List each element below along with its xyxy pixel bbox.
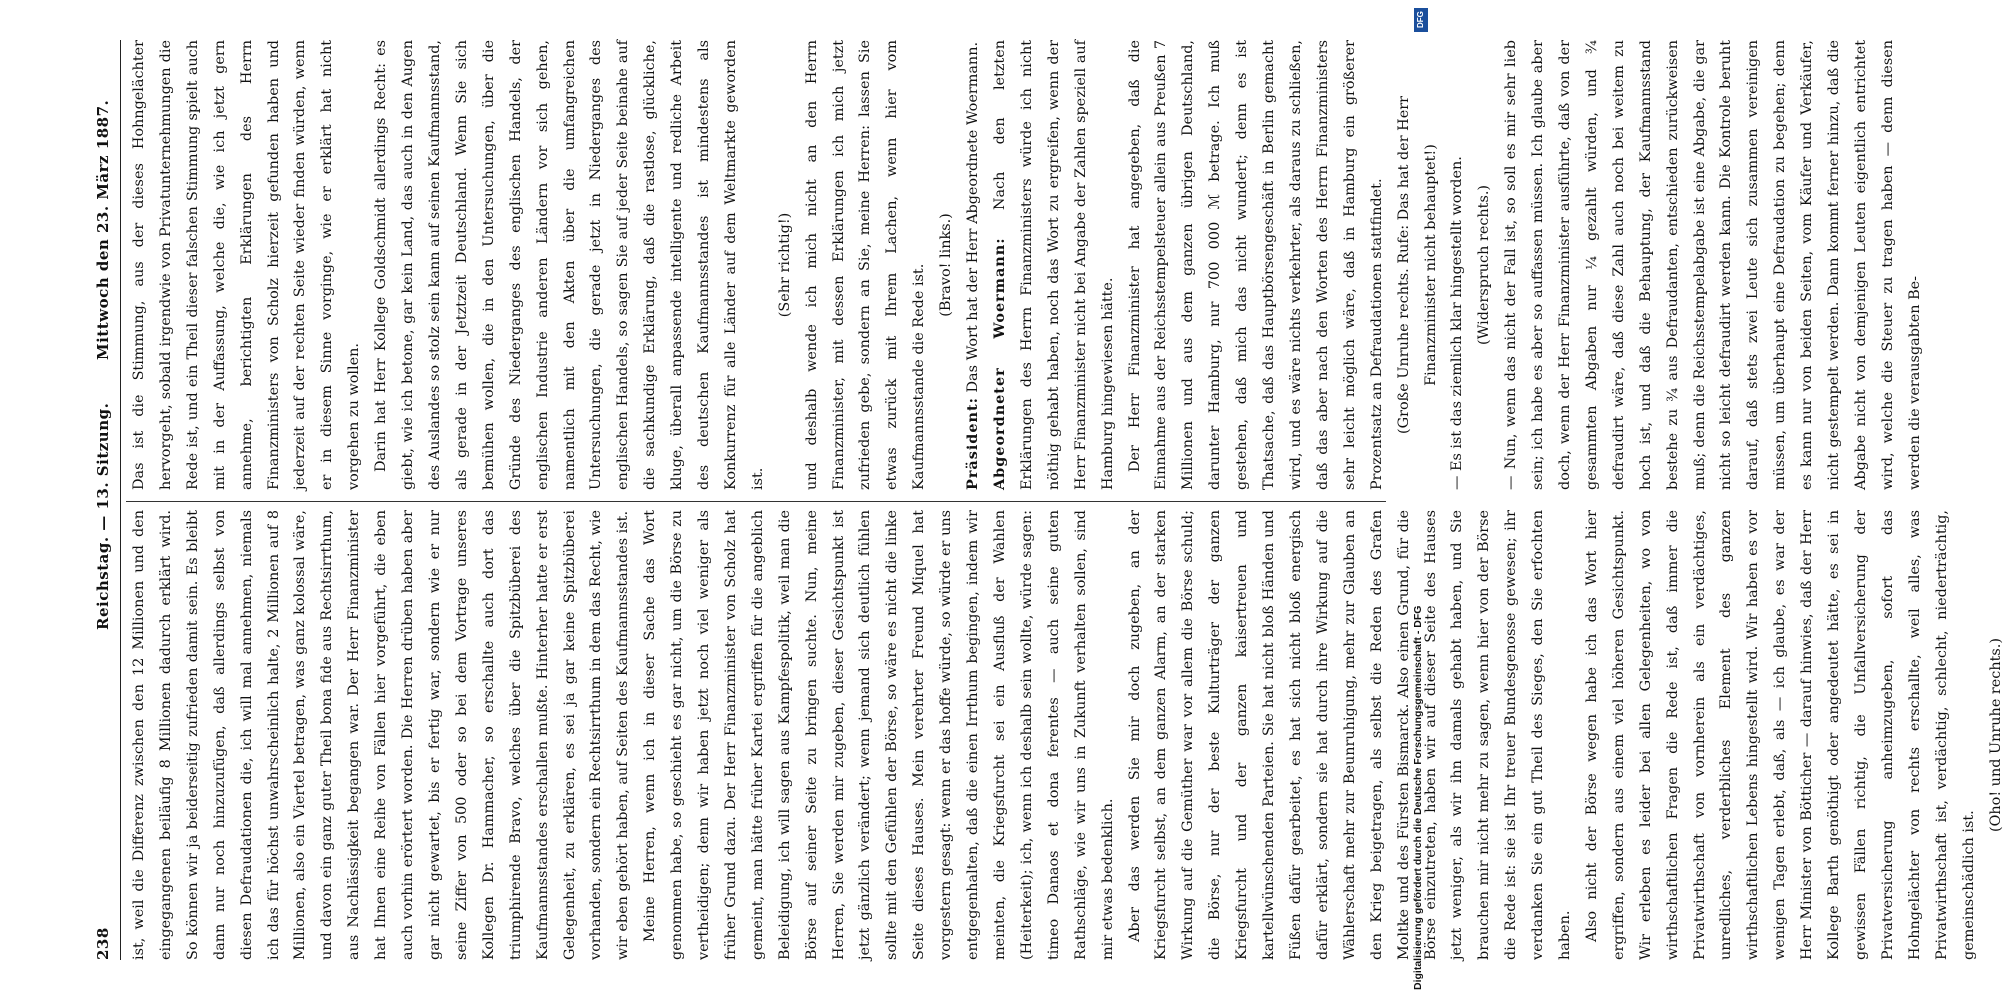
speaker-name: Präsident: [964, 397, 982, 490]
body-paragraph: und deshalb wende ich mich nicht an den Herrn Finanzminister, mit dessen Erklärungen ich mich jetzt zufrieden gebe, sondern an Sie, meine Herren: lassen Sie etwas zurück mit Ihrem Lachen, wenn hier vom Kaufmannsstande die Rede ist. [803, 40, 928, 490]
body-paragraph: Meine Herren, wenn ich in dieser Sache das Wort genommen habe, so geschieht es gar nicht, um die Börse zu vertheidigen; denn wir haben jetzt noch viel weniger als früher Grund dazu. Der Herr Finanzminister von Scholz hat gemeint, man hätte früher Kartei ergriffen für die angeblich Beleidigung, ich will sagen aus Kampfespolitik, weil man die Börse auf seiner Seite zu bringen suchte. Nun, meine Herren, Sie werden mir zugeben, dieser Gesichtspunkt ist jetzt gänzlich verändert; wenn jemand sich deutlich fühlen sollte mit den Gefühlen der Börse, so wäre es nicht die linke Seite dieses Hauses. Mein verehrter Freund Miquel hat vorgestern gesagt: wenn er das hoffe würde, so würde er uns entgegenhalten, daß die einen Irrthum begingen, indem wir meinten, die Kriegsfurcht sei ein Ausfluß der Wahlen (Heiterkeit); ich, wenn ich deshalb sein wollte, würde sagen: timeo Danaos et dona ferentes — auch seine guten Rathschläge, wie wir uns in Zukunft verhalten sollen, sind mir etwas bedenklich. [642, 510, 1116, 960]
speaker-name: Abgeordneter Woermann: [991, 237, 1008, 490]
stage-direction: (Widerspruch rechts.) [1476, 184, 1493, 346]
dfg-credit-line: Digitalisierung gefördert durch die Deutsche Forschungsgemeinschaft - DFG [1412, 605, 1424, 990]
body-paragraph: Also nicht der Börse wegen habe ich das Wort hier ergriffen, sondern aus einem viel höheren Gesichtspunkt. Wir erleben es leider bei allen Gelegenheiten, wo von wirthschaftlichen Fragen die Rede ist, daß immer die Privatwirthschaft von vornherein als ein verdächtiges, unredliches, verderbliches Element des ganzen wirthschaftlichen Lebens hingestellt wird. Wir haben es vor wenigen Tagen erlebt, daß, als — ich glaube, es war der Herr Minister von Bötticher — darauf hinwies, daß der Herr Kollege Barth genöthigt oder angedeutet hätte, es sei in gewissen Fällen richtig, die Unfallversicherung der Privatversicherung anheimzugeben, sofort das Hohngelächter von rechts erschallte, weil alles, was Privatwirthschaft ist, verdächtig, schlecht, niederträchtig, gemeinschädlich ist. [1583, 510, 1977, 960]
stage-direction: (Oho! und Unruhe rechts.) [1987, 638, 2004, 833]
header-rule [120, 40, 121, 960]
dfg-logo: DFG [1414, 8, 1428, 32]
body-paragraph: Der Herr Finanzminister hat angegeben, daß die Einnahme aus der Reichsstempelsteuer allein aus Preußen 7 Millionen und aus dem ganzen übrigen Deutschland, darunter Hamburg, nur 700 000 ℳ betrage. Ich muß gestehen, daß mich das nicht wundert; denn es ist Thatsache, daß das Hauptbörsengeschäft in Berlin gemacht wird, und es wäre nichts verkehrter, als daraus zu schließen, daß das aber nach den Worten des Herrn Finanzministers sehr leicht möglich wäre, daß in Hamburg ein größerer Prozentsatz an Defraudationen stattfindet. [1126, 40, 1385, 490]
body-paragraph: — Es ist das ziemlich klar hingestellt worden. [1449, 156, 1466, 490]
page-header [94, 40, 118, 960]
speech-text: Nach den letzten Erklärungen des Herrn Finanzministers würde ich nicht nöthig gehabt haben, noch das Wort zu ergreifen, wenn der Herr Finanzminister nicht bei Angabe der Zahlen speziell auf Hamburg hingewiesen hätte. [992, 39, 1116, 490]
body-paragraph: — Nun, wenn das nicht der Fall ist, so soll es mir sehr lieb sein; ich habe es aber so auffassen müssen. Ich glaube aber doch, wenn der Herr Finanzminister ausführte, daß von der gesammten Abgaben nur ¼ gezahlt würden, und ¾ defraudirt wäre, daß diese Zahl auch noch bei weitem zu hoch ist, und daß die Behauptung, der Kaufmannsstand bestehe zu ¾ aus Defraudanten, entschieden zurückweisen muß; denn die Reichsstempelabgabe ist eine Abgabe, die gar nicht so leicht defraudirt werden kann. Die Kontrole beruht darauf, daß stets zwei Leute sich zusammen vereinigen müssen, um überhaupt eine Defraudation zu begehen; denn es kann nur von beiden Seiten, vom Käufer und Verkäufer, nicht gestempelt werden. Dann kommt ferner hinzu, daß die Abgabe nicht von demjenigen Leuten eigentlich entrichtet wird, welche die Steuer zu tragen haben — denn diesen werden die verausgabten Be- [1503, 40, 1923, 490]
body-paragraph: ist, weil die Differenz zwischen den 12 Millionen und den eingegangenen beiläufig 8 Millionen dadurch erklärt wird. So können wir ja beiderseitig zufrieden damit sein. Es bleibt dann nur noch hinzuzufügen, daß allerdings selbst von diesen Defraudationen die, ich will mal annehmen, niemals ich das für höchst unwahrscheinlich halte, 2 Millionen auf 8 Millionen, also ein Viertel betragen, was ganz kolossal wäre, und davon ein ganz guter Theil bona fide aus Rechtsirrthum, aus Nachlässigkeit begangen war. Der Herr Finanzminister hat Ihnen eine Reihe von Fällen hier vorgeführt, die eben auch vorhin erörtert worden. Die Herren drüben haben aber gar nicht gewartet, bis er fertig war, sondern wie er nur seine Ziffer von 500 oder so bei dem Vortrage unseres Kollegen Dr. Hammacher, so erschallte auch dort das triumphirende Bravo, welches über die Spitzbüberei des Kaufmannsstandes erschallen mußte. Hinterher hatte er erst Gelegenheit, zu erklären, es sei ja gar keine Spitzbüberei vorhanden, sondern ein Rechtsirrthum in dem das Recht, wie wir eben gehört haben, auf Seiten des Kaufmannsstandes ist. [131, 510, 632, 960]
right-column [126, 39, 1923, 490]
session-title: Reichstag. — 13. Sitzung. [94, 402, 112, 630]
body-paragraph: Darin hat Herr Kollege Goldschmidt allerdings Recht: es giebt, wie ich betone, gar kein Land, das auch in den Augen des Auslandes so stolz sein kann auf seinen Kaufmannsstand, als gerade in der Jetztzeit Deutschland. Wenn Sie sich bemühen wollen, die in den Untersuchungen, über die Gründe des Niederganges des englischen Handels, der englischen Industrie anderen Ländern vor sich gehen, namentlich mit den Akten über die umfangreichen Untersuchungen, die gerade jetzt in Niederganges des englischen Handels, so sagen Sie auf jeder Seite beinahe auf die sachkundige Erklärung, daß die rastlose, glückliche, kluge, überall anpassende intelligente und redliche Arbeit des deutschen Kaufmannsstandes ist mindestens als Konkurrenz für alle Länder auf dem Weltmarkte geworden ist. [373, 40, 766, 490]
body-paragraph: Das ist die Stimmung, aus der dieses Hohngelächter hervorgeht, sobald irgendwie von Privatunternehmungen die Rede ist, und ein Theil dieser falschen Stimmung spielt auch mit in der Auffassung, welche die, wie ich jetzt gern annehme, berichtigten Erklärungen des Herrn Finanzministers von Scholz hierzeit gefunden haben und jederzeit auf der rechten Seite wieder finden würden, wenn er in diesem Sinne vorginge, wie er erklärt hat nicht vorgehen zu wollen. [131, 40, 363, 490]
body-paragraph: Aber das werden Sie mir doch zugeben, an der Kriegsfurcht selbst, an dem ganzen Alarm, an der starken Wirkung auf die Gemüther war vor allem die Börse schuld; die Börse, nur der beste Kulturträger der ganzen Kriegsfurcht und der ganzen kaisertreuen und kartellwünschenden Parteien. Sie hat nicht bloß Händen und Füßen dafür gearbeitet, es hat sich nicht bloß energisch dafür erklärt, sondern sie hat durch ihre Wirkung auf die Wählerschaft mehr zur Beunruhigung, mehr zur Glauben an den Krieg beigetragen, als selbst die Reden des Grafen Moltke und des Fürsten Bismarck. Also einen Grund, für die Börse einzutreten, haben wir auf dieser Seite des Hauses jetzt weniger, als wir ihn damals gehabt haben, und Sie brauchen mir nicht mehr zu sagen, wenn hier von der Börse die Rede ist: sie ist Ihr treuer Bundesgenosse gewesen; ihr verdanken Sie ein gut Theil des Sieges, den Sie erfochten haben. [1126, 510, 1574, 960]
stage-direction: (Große Unruhe rechts. Rufe: Das hat der Herr Finanzminister nicht behauptet!) [1395, 96, 1439, 434]
speech-paragraph [987, 40, 1122, 490]
stage-direction: (Sehr richtig!) [776, 212, 793, 318]
page-number: 238 [94, 927, 112, 960]
speech-text: Das Wort hat der Herr Abgeordnete Woermann. [965, 41, 982, 393]
column-divider [126, 501, 1386, 502]
stage-direction: (Bravo! links.) [938, 213, 955, 317]
speech-paragraph [960, 40, 987, 490]
session-date: Mittwoch den 23. März 1887. [94, 99, 112, 360]
